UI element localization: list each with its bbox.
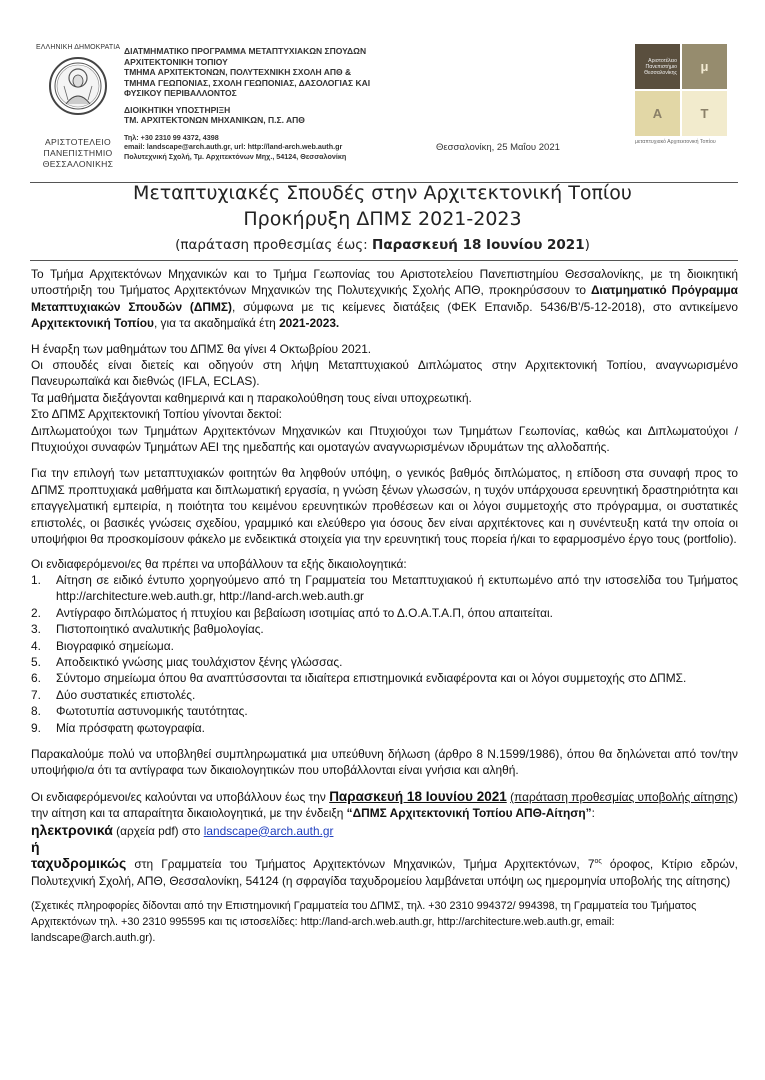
start-date-text: Η έναρξη των μαθημάτων του ΔΠΜΣ θα γίνει 4 Οκτωβρίου 2021.: [31, 341, 372, 356]
page-title: Μεταπτυχιακές Σπουδές στην Αρχιτεκτονική Τοπίου: [133, 182, 632, 204]
documents-list: [31, 572, 738, 736]
page-subtitle: Προκήρυξη ΔΠΜΣ 2021-2023: [243, 208, 522, 230]
list-item: 1. Αίτηση σε ειδικό έντυπο χορηγούμενο από τη Γραμματεία του Μεταπτυχιακού ή εκτυπωμένο από την ιστοσελίδα του Τμήματος http://architecture.web.auth.gr, http://land-arch.web.auth.gr: [31, 572, 738, 604]
logo-tile-mu: μ: [682, 44, 727, 89]
list-item: 6. Σύντομο σημείωμα όπου θα αναπτύσσονται τα ιδιαίτερα επιστημονικά ενδιαφέροντα και οι λόγοι συμμετοχής στο ΔΠΜΣ.: [31, 671, 687, 686]
logo-tile-university: Αριστοτέλειο Πανεπιστήμιο Θεσσαλονίκης: [635, 44, 680, 89]
title-divider: [30, 260, 738, 261]
duration-text: Οι σπουδές είναι διετείς και οδηγούν στη λήψη Μεταπτυχιακού Διπλώματος στην Αρχιτεκτονική Τοπίου, αναγνωρισμένο Πανευρωπαϊκά και διεθνώς (IFLA, ECLAS).: [31, 358, 738, 389]
university-block: [36, 44, 120, 170]
logo-tile-a: Α: [635, 91, 680, 136]
submission-label: “ΔΠΜΣ Αρχιτεκτονική Τοπίου ΑΠΘ-Αίτηση”: [346, 806, 592, 821]
footer-note: (Σχετικές πληροφορίες δίδονται από την Επιστημονική Γραμματεία του ΔΠΜΣ, τηλ. +30 2310 994372/ 994398, τη Γραμματεία του Τμήματος Αρχιτεκτόνων τηλ. +30 2310 995595 και τις ιστοσελίδες: http://land-arch.web.auth.gr, http://architecture.web.auth.gr, email: landscape@arch.auth.gr).: [31, 900, 697, 945]
postal-submission: ταχυδρομικώς στη Γραμματεία του Τμήματος Αρχιτεκτόνων Μηχανικών, Τμήμα Αρχιτεκτόνων, $7^{o\varsigma}$ όροφος, Κτίριο εδρών, Πολυτεχνική Σχολή, ΑΠΘ, Θεσσαλονίκη, 54124 (η σφραγίδα ταχυδρομείου λαμβάνεται υπόψη ως ημερομηνία υποβολής της αίτησης): [31, 855, 738, 888]
deadline-extension: (παράταση προθεσμίας έως: Παρασκευή 18 Ιουνίου 2021): [175, 237, 590, 253]
program-header: [124, 46, 434, 161]
extension-note: (παράταση προθεσμίας υποβολής αίτησης: [510, 789, 735, 804]
list-item: 8. Φωτοτυπία αστυνομικής ταυτότητας.: [31, 704, 248, 719]
intro-paragraph: Το Τμήμα Αρχιτεκτόνων Μηχανικών και το Τμήμα Γεωπονίας του Αριστοτελείου Πανεπιστημίου Θεσσαλονίκης, με τη διοικητική υποστήριξη του Τμήματος Αρχιτεκτόνων Μηχανικών της Πολυτεχνικής Σχολής ΑΠΘ, προκηρύσσουν το Διατμηματικό Πρόγραμμα Μεταπτυχιακών Σπουδών (ΔΠΜΣ), σύμφωνα με τις κείμενες διατάξεις (ΦΕΚ Επανιδρ. 5436/Β'/5-12-2018), στο αντικείμενο Αρχιτεκτονική Τοπίου, για τα ακαδημαϊκά έτη 2021-2023.: [31, 267, 738, 331]
submission-deadline: Παρασκευή 18 Ιουνίου 2021: [329, 788, 507, 804]
university-seal-icon: [48, 56, 108, 116]
logo-caption: μεταπτυχιακό Αρχιτεκτονική Τοπίου: [635, 139, 716, 145]
email-link[interactable]: landscape@arch.auth.gr: [203, 823, 334, 838]
list-item: 3. Πιστοποιητικό αναλυτικής βαθμολογίας.: [31, 622, 264, 637]
document-date: Θεσσαλονίκη, 25 Μαΐου 2021: [436, 142, 560, 153]
list-item: 2. Αντίγραφο διπλώματος ή πτυχίου και βεβαίωση ισοτιμίας από το Δ.Ο.Α.Τ.Α.Π, όπου απαιτείται.: [31, 605, 553, 620]
list-item: 5. Αποδεικτικό γνώσης μιας τουλάχιστον ξένης γλώσσας.: [31, 654, 343, 669]
republic-label: ΕΛΛΗΝΙΚΗ ΔΗΜΟΚΡΑΤΙΑ: [36, 44, 121, 51]
attendance-text: Τα μαθήματα διεξάγονται καθημερινά και η παρακολούθηση τους είναι υποχρεωτική.: [31, 390, 472, 405]
documents-intro: Οι ενδιαφερόμενοι/ες θα πρέπει να υποβάλλουν τα εξής δικαιολογητικά:: [31, 556, 407, 571]
accepted-text: Διπλωματούχοι των Τμημάτων Αρχιτεκτόνων Μηχανικών και Πτυχιούχοι των Τμημάτων Γεωπονίας, καθώς και Διπλωματούχοι / Πτυχιούχοι συναφών Τμημάτων ΑΕΙ της ημεδαπής και ομοταγών αναγνωρισμένων ιδρυμάτων της αλλοδαπής.: [31, 423, 738, 455]
program-logo: [635, 44, 727, 145]
submission-text: Οι ενδιαφερόμενοι/ες καλούνται να υποβάλλουν έως την Παρασκευή 18 Ιουνίου 2021 (παράταση προθεσμίας υποβολής αίτησης) την αίτηση και τα απαραίτητα δικαιολογητικά, με την ένδειξη “ΔΠΜΣ Αρχιτεκτονική Τοπίου ΑΠΘ-Αίτηση”:: [31, 788, 738, 821]
electronic-submission: ηλεκτρονικά (αρχεία pdf) στο landscape@arch.auth.gr: [31, 821, 334, 838]
selection-criteria: Για την επιλογή των μεταπτυχιακών φοιτητών θα ληφθούν υπόψη, ο γενικός βαθμός διπλώματος, η επίδοση στα συναφή προς το ΔΠΜΣ προπτυχιακά μαθήματα και διπλωματική εργασία, η γνώση ξένων γλωσσών, η τυχόν υπάρχουσα ερευνητική δραστηριότητα και επαγγελματική εμπειρία, η ποιότητα του κειμένου ερευνητικών προθέσεων και οι λόγοι συμμετοχής στο πρόγραμμα, οι συστατικές επιστολές, οι βασικές γνώσεις σχεδίου, γραμμικό και ελεύθερο για όσους δεν είναι αρχιτέκτονες και η συνέντευξη κατά την οποία οι υποψήφιοι θα προσκομίσουν φάκελο με ενδεικτικά στοιχεία για την ερευνητική τους πορεία ή/και το εφαρμοσμένο έργο τους (portfolio).: [31, 466, 738, 547]
logo-tile-t: Τ: [682, 91, 727, 136]
deadline-date: Παρασκευή 18 Ιουνίου 2021: [372, 237, 585, 253]
or-separator: ή: [31, 839, 40, 855]
announcement-body: [31, 266, 738, 946]
contact-info: Τηλ: +30 2310 99 4372, 4398 email: landscape@arch.auth.gr, url: http://land-arch.web.auth.gr Πολυτεχνική Σχολή, Τμ. Αρχιτεκτόνων Μηχ., 54124, Θεσσαλονίκη: [124, 132, 347, 161]
list-item: 9. Μία πρόσφατη φωτογραφία.: [31, 720, 205, 735]
accepted-intro: Στο ΔΠΜΣ Αρχιτεκτονική Τοπίου γίνονται δεκτοί:: [31, 407, 282, 422]
list-item: 4. Βιογραφικό σημείωμα.: [31, 638, 174, 653]
list-item: 7. Δύο συστατικές επιστολές.: [31, 687, 196, 702]
program-name: ΔΙΑΤΜΗΜΑΤΙΚΟ ΠΡΟΓΡΑΜΜΑ ΜΕΤΑΠΤΥΧΙΑΚΩΝ ΣΠΟΥΔΩΝ ΑΡΧΙΤΕΚΤΟΝΙΚΗ ΤΟΠΙΟΥ ΤΜΗΜΑ ΑΡΧΙΤΕΚΤΟΝΩΝ, ΠΟΛΥΤΕΧΝΙΚΗ ΣΧΟΛΗ ΑΠΘ & ΤΜΗΜΑ ΓΕΩΠΟΝΙΑΣ, ΣΧΟΛΗ ΓΕΩΠΟΝΙΑΣ, ΔΑΣΟΛΟΓΙΑΣ ΚΑΙ ΦΥΣΙΚΟΥ ΠΕΡΙΒΑΛΛΟΝΤΟΣ: [124, 46, 371, 98]
declaration-text: Παρακαλούμε πολύ να υποβληθεί συμπληρωματικά μια υπεύθυνη δήλωση (άρθρο 8 Ν.1599/1986), όπου θα δηλώνεται από τον/την υποψήφιο/α ότι τα αντίγραφα των δικαιολογητικών που υποβάλλονται είναι γνήσια και αληθή.: [31, 746, 738, 778]
administrative-support: ΔΙΟΙΚΗΤΙΚΗ ΥΠΟΣΤΗΡΙΞΗ ΤΜ. ΑΡΧΙΤΕΚΤΟΝΩΝ ΜΗΧΑΝΙΚΩΝ, Π.Σ. ΑΠΘ: [124, 104, 305, 125]
university-name: ΑΡΙΣΤΟΤΕΛΕΙΟ ΠΑΝΕΠΙΣΤΗΜΙΟ ΘΕΣΣΑΛΟΝΙΚΗΣ: [42, 137, 114, 169]
